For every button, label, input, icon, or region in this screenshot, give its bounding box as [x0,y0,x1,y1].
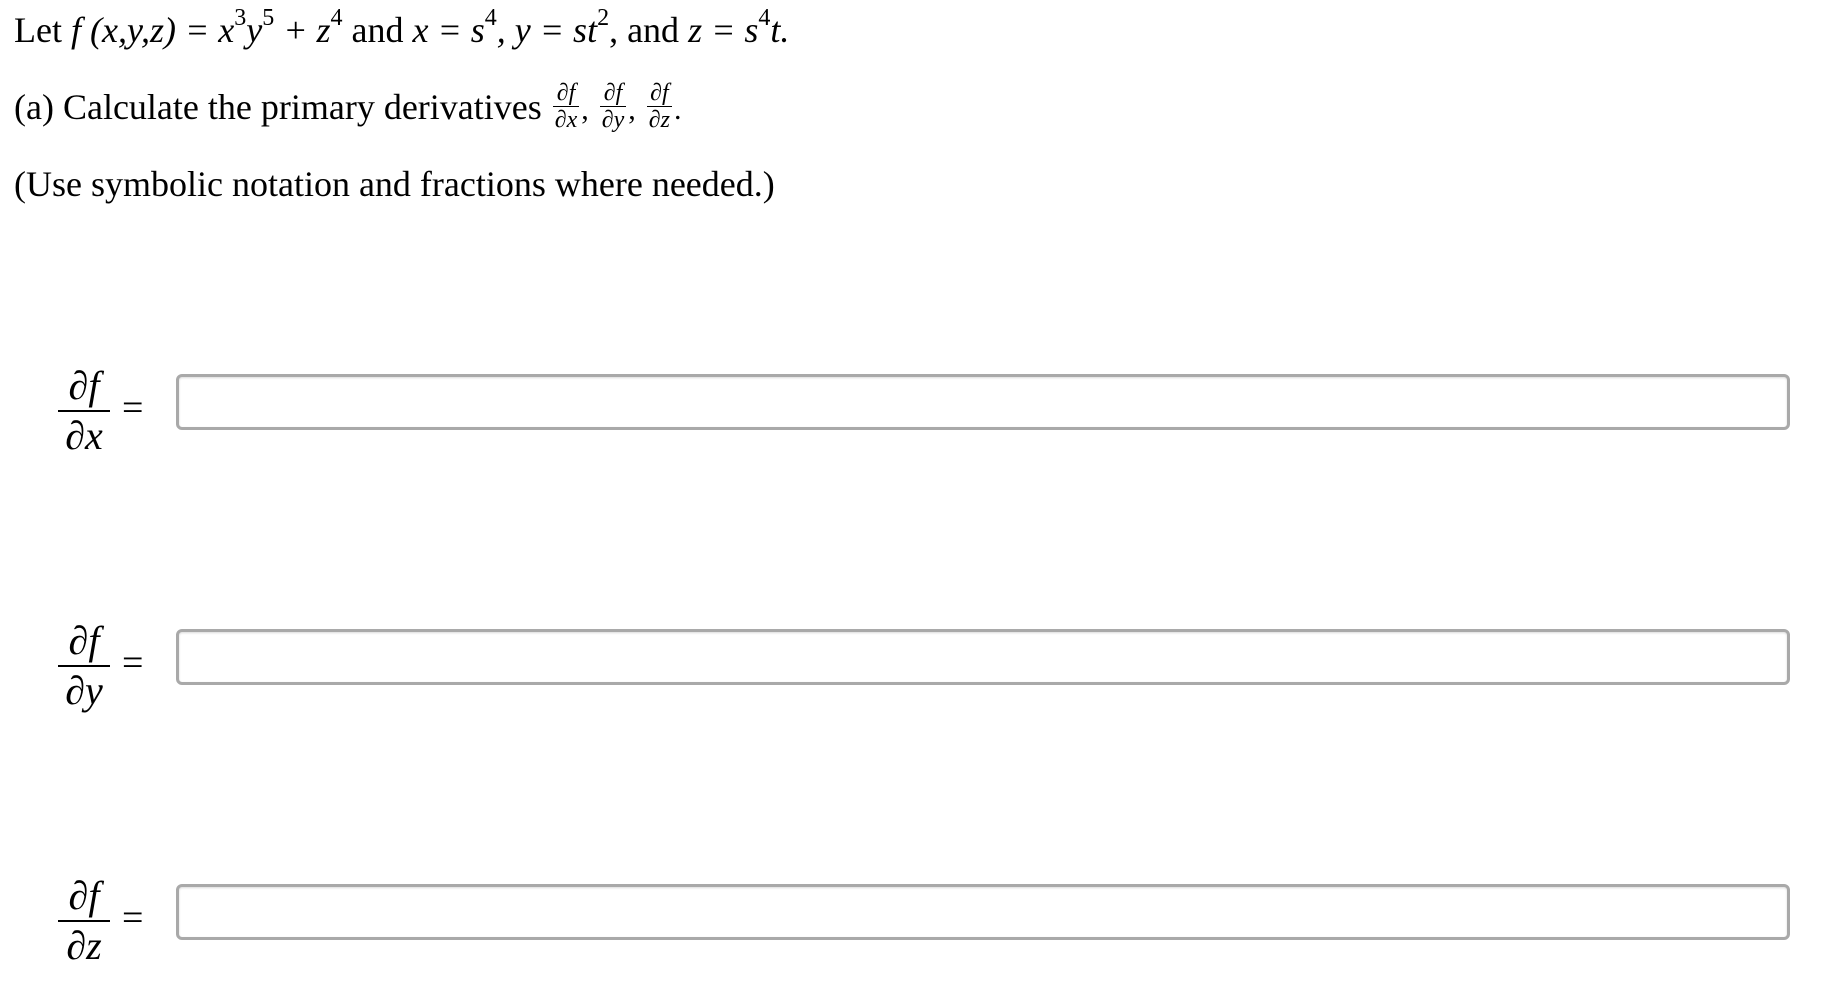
fraction-denominator: ∂z [66,923,102,968]
period: . [674,92,682,126]
and-word: and [618,10,689,50]
t-term: t. [770,10,790,50]
fraction-numerator: ∂f [600,80,627,107]
exponent: 4 [758,5,771,31]
instruction-text: (Use symbolic notation and fractions where needed.) [14,164,775,204]
and-word: and [342,10,413,50]
fraction-denominator: ∂x [554,107,578,133]
fraction-numerator: ∂f [58,872,110,922]
derivative-label-dx [58,362,110,460]
y-substitution: , y = st [496,10,598,50]
fraction-numerator: ∂f [647,80,672,107]
term: + z [274,10,331,50]
comma: , [581,92,589,126]
exponent: 5 [262,5,275,31]
z-substitution: z = s [688,10,759,50]
fraction-numerator: ∂f [58,617,110,667]
fraction-denominator: ∂y [601,107,625,133]
part-a-prompt [14,80,682,137]
part-a-text: (a) Calculate the primary derivatives [14,86,542,127]
derivative-dz-fraction [647,80,672,133]
function-definition: f (x,y,z) = x [70,10,235,50]
let-word: Let [14,10,62,50]
derivative-label-dz [58,872,110,970]
fraction-denominator: ∂y [65,668,103,713]
answer-row-dy [0,617,1824,717]
fraction-denominator: ∂x [65,413,103,458]
equals-sign: = [122,387,144,429]
exponent: 4 [330,5,343,31]
variable: y [246,10,263,50]
x-substitution: x = s [412,10,485,50]
exponent: 4 [484,5,497,31]
equals-sign: = [122,897,144,939]
derivative-label-dy [58,617,110,715]
fraction-denominator: ∂z [648,107,670,133]
answer-row-dz [0,872,1824,972]
equals-sign: = [122,642,144,684]
fraction-numerator: ∂f [553,80,580,107]
fraction-numerator: ∂f [58,362,110,412]
answer-input-dy[interactable] [176,629,1790,685]
answer-input-dx[interactable] [176,374,1790,430]
problem-statement [14,5,790,52]
answer-row-dx [0,362,1824,462]
answer-input-dz[interactable] [176,884,1790,940]
comma: , [609,10,619,50]
comma: , [628,92,636,126]
derivative-dy-fraction [600,80,627,133]
exponent: 3 [234,5,247,31]
exponent: 2 [597,5,610,31]
derivative-dx-fraction [553,80,580,133]
